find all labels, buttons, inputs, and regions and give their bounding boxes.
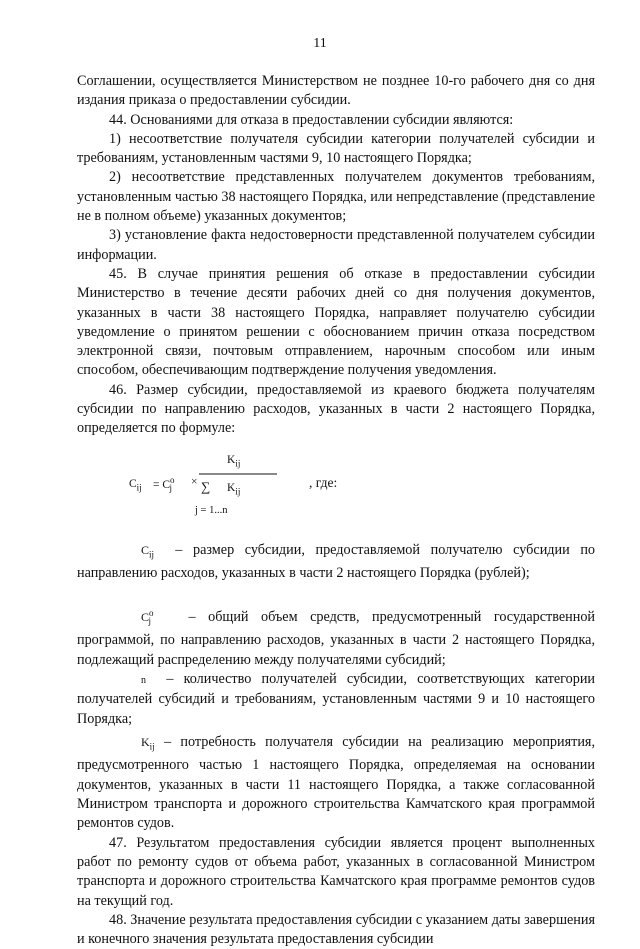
page-number: 11 [313, 36, 327, 51]
paragraph-46: 46. Размер субсидии, предоставляемой из краевого бюджета получателям субсидии по направлению расходов, указанных в части 2 настоящего Порядка, определяется по формуле: [77, 381, 595, 437]
sum-range: j = 1...n [195, 504, 228, 516]
paragraph-44: 44. Основаниями для отказа в предоставлении субсидии являются: [109, 111, 514, 128]
fraction-bar [199, 473, 277, 475]
symbol-kij: $K_{ij}$ [141, 734, 155, 752]
definition-n: n – количество получателей субсидии, соответствующих категории получателей субсидий и требованиям, установленным частями 9 и 10 настоящего Порядка; [77, 670, 596, 727]
formula-c0: = $C^o_j$ [153, 474, 175, 493]
subsidy-formula [127, 447, 595, 521]
symbol-n: n [141, 674, 146, 686]
definition-c0j: $C^o_j$ – общий объем средств, предусмотренный государственной программой, по направлению расходов, указанных в части 2 настоящего Порядка, подлежащий распределению между получателями субсидий; [77, 604, 595, 670]
paragraph-45: 45. В случае принятия решения об отказе в предоставлении субсидии Министерство в течение десяти рабочих дней со дня получения документов, указанных в части 38 настоящего Порядка, направляет получателю субсидии уведомление о принятом решении с обоснованием причин отказа посредством электронной связи, почтовым отправлением, нарочным способом или иным способом, обеспечивающим подтверждение получения уведомления. [77, 265, 595, 379]
definition-cij: $C_{ij}$ – размер субсидии, предоставляемой получателю субсидии по направлению расходов, указанных в части 2 настоящего Порядка (рублей); [77, 541, 595, 582]
document-body [77, 72, 595, 949]
paragraph-44-item-2: 2) несоответствие представленных получателем документов требованиям, установленным частью 38 настоящего Порядка, или непредставление (представление не в полном объеме) указанных документов; [77, 169, 595, 225]
paragraph-44-item-1: 1) несоответствие получателя субсидии категории получателей субсидии и требованиям, установленным частями 9, 10 настоящего Порядка; [77, 130, 595, 167]
formula-times: × [191, 475, 198, 488]
paragraph-44-item-3: 3) установление факта недостоверности представленной получателем субсидии информации. [77, 227, 595, 263]
paragraph-continuation: Соглашении, осуществляется Министерством не позднее 10-го рабочего дня со дня издания приказа о предоставлении субсидии. [77, 73, 595, 109]
formula-numerator: $K_{ij}$ [227, 453, 241, 468]
formula-lhs: $C_{ij}$ [129, 477, 142, 492]
formula-denominator: $K_{ij}$ [227, 481, 241, 496]
sigma-symbol: ∑ [201, 478, 211, 494]
symbol-cij: $C_{ij}$ [141, 542, 155, 560]
symbol-c0j: $C^o_j$ [141, 607, 154, 627]
definition-kij: $K_{ij}$ – потребность получателя субсидии на реализацию мероприятия, предусмотренного частью 1 настоящего Порядка, определяемая на основании документов, указанных в части 11 настоящего Порядка, а также согласованной Министром транспорта и дорожного строительства Камчатского края программой ремонтов судов. [77, 733, 596, 832]
paragraph-47: 47. Результатом предоставления субсидии является процент выполненных работ по ремонту судов от объема работ, указанных в согласованной Министром транспорта и дорожного строительства Камчатского края программе ремонтов судов на текущий год. [77, 834, 595, 909]
formula-where: , где: [309, 474, 338, 490]
paragraph-48: 48. Значение результата предоставления субсидии с указанием даты завершения и конечного значения результата предоставления субсидии [77, 911, 595, 948]
